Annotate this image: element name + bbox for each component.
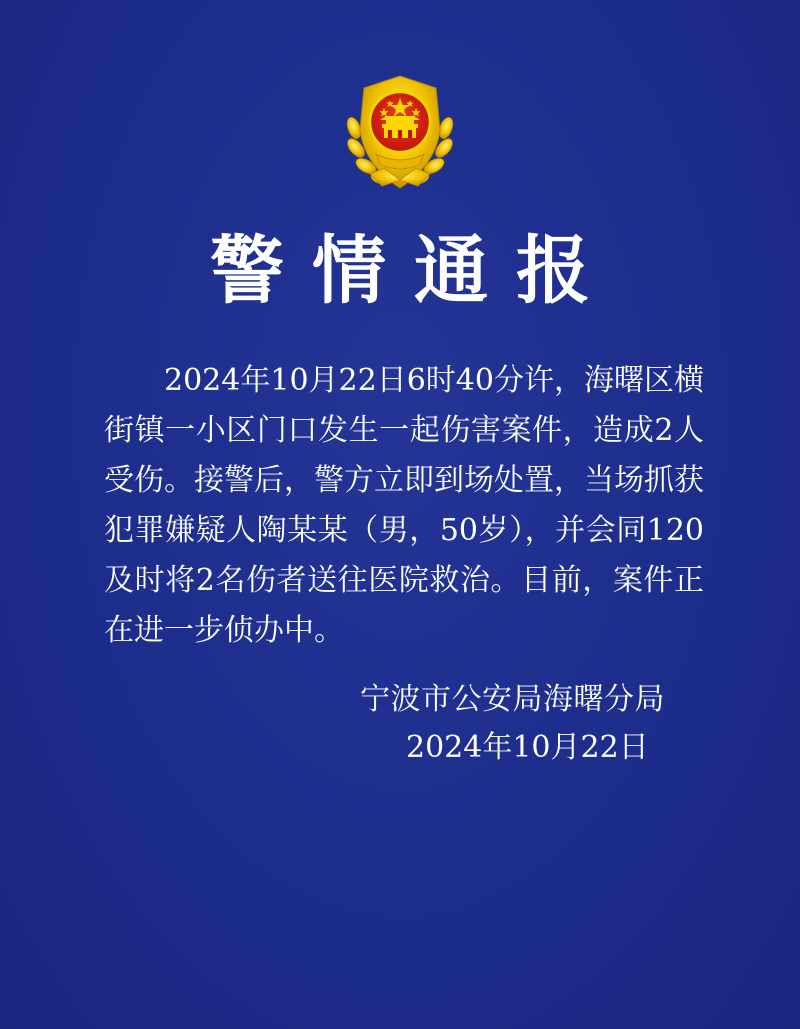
- notice-title: 警情通报: [210, 228, 618, 314]
- notice-body: 2024年10月22日6时40分许，海曙区横街镇一小区门口发生一起伤害案件，造成2人受伤。接警后，警方立即到场处置，当场抓获犯罪嫌疑人陶某某（男，50岁），并会同120及时将2名伤者送往医院救治。目前，案件正在进一步侦办中。: [104, 363, 704, 648]
- police-emblem-icon: [336, 70, 464, 198]
- issue-date: 2024年10月22日: [406, 730, 649, 765]
- issuing-organization: 宁波市公安局海曙分局: [360, 682, 665, 717]
- signature-block: [360, 676, 680, 772]
